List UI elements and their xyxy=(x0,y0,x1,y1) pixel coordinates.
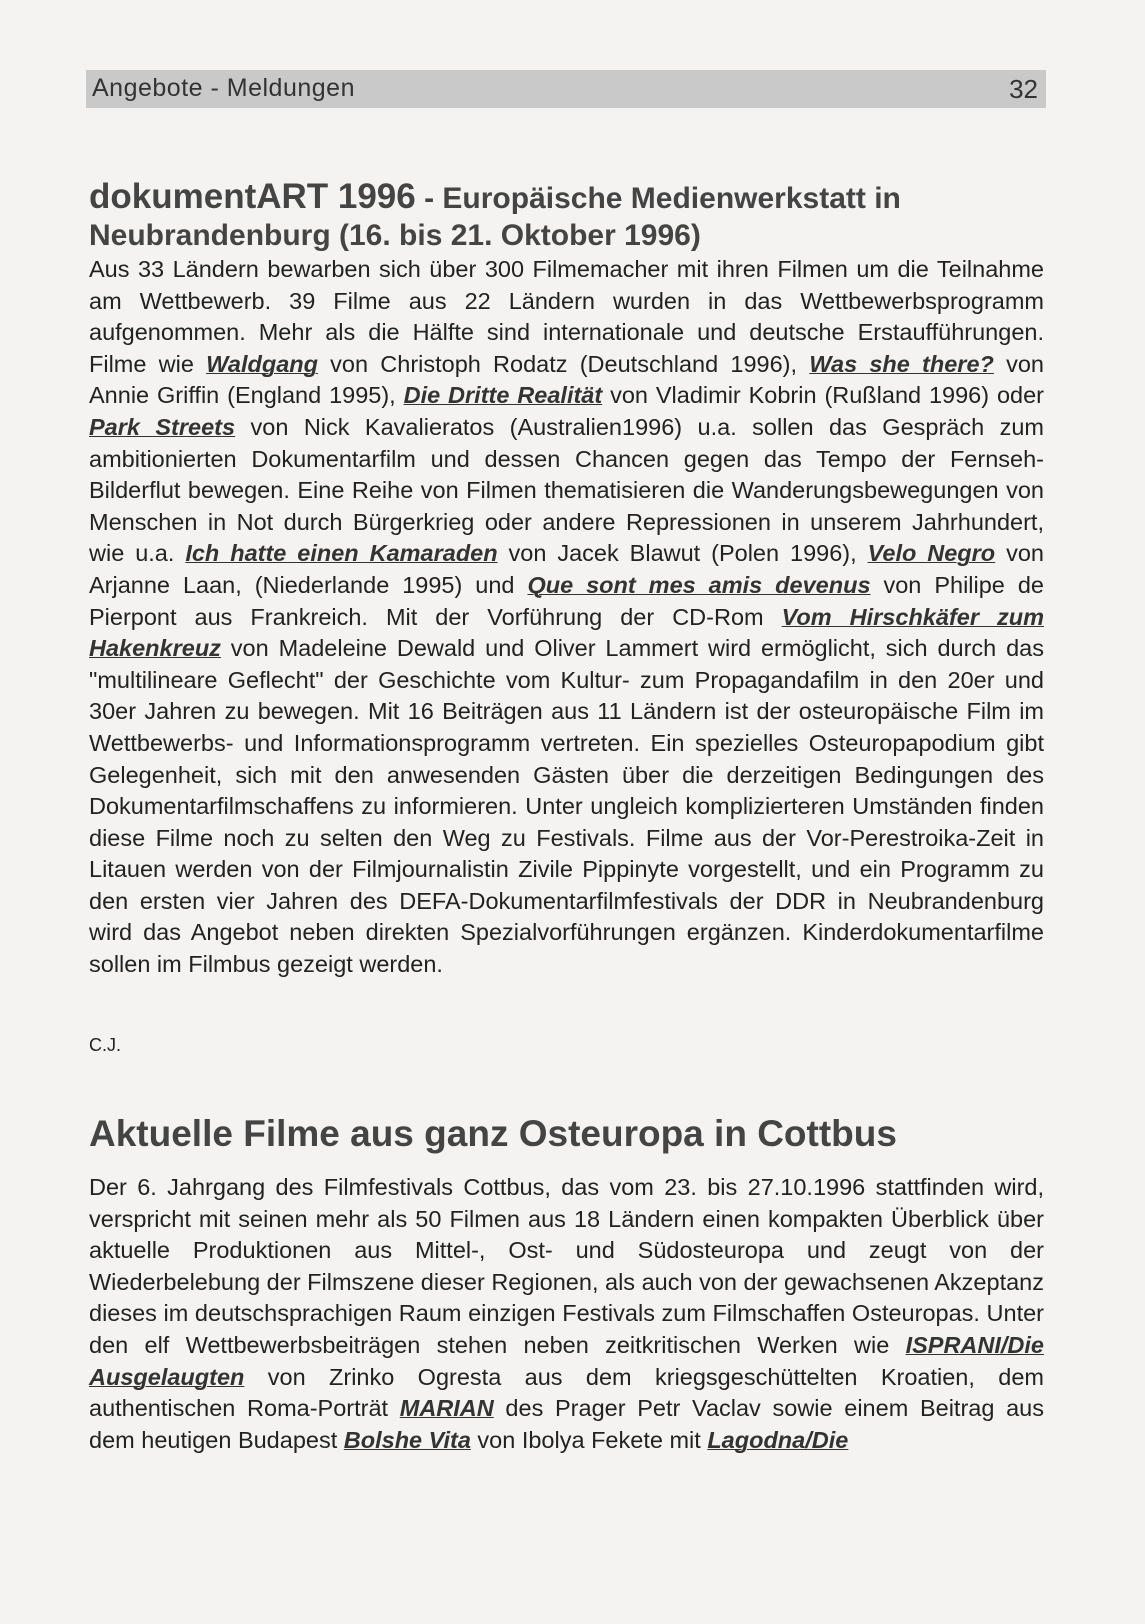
body-text-segment: von Jacek Blawut (Polen 1996), xyxy=(497,540,868,567)
section-title: Angebote - Meldungen xyxy=(92,74,355,102)
body-text-segment: Der 6. Jahrgang des Filmfestivals Cottbus, das vom 23. bis 27.10.1996 stattfinden wird, verspricht mit seinen mehr als 50 Filmen aus 18 Ländern einen kompakten Überblick über aktuelle Produktionen aus Mittel-, Ost- und Südosteuropa und zeugt von der Wiederbelebung der Filmszene dieser Regionen, als auch von der gewachsenen Akzeptanz dieses im deutschsprachigen Raum einzigen Festivals zum Filmschaffen Osteuropas. Unter den elf Wettbewerbsbeiträgen stehen neben zeitkritischen Werken wie xyxy=(89,1174,1044,1358)
article-title-rest: - Europäische Medienwerkstatt in xyxy=(415,182,901,215)
page-number: 32 xyxy=(1009,74,1038,104)
article-body xyxy=(89,254,1044,981)
film-title: Que sont mes amis devenus xyxy=(527,571,871,598)
film-title: Park Streets xyxy=(89,413,236,440)
body-text-segment: von Nick Kavalieratos (Australien1996) u.a. sollen das Gespräch zum ambitionierten Dokumentarfilm und dessen Chancen gegen das Tempo der Fernseh-Bilderflut bewegen. Eine Reihe von Filmen thematisieren die Wanderungsbewegungen von Menschen in Not durch Bürgerkrieg oder andere Repressionen in unserem Jahrhundert, wie u.a. xyxy=(89,413,1045,567)
body-text-segment: von Vladimir Kobrin (Rußland 1996) oder xyxy=(602,382,1044,409)
body-text-segment: von Annie Griffin (England 1995), xyxy=(89,350,1044,409)
film-title: Waldgang xyxy=(206,350,318,377)
film-title: Bolshe Vita xyxy=(343,1426,471,1453)
film-title: Vom Hirschkäfer zum Hakenkreuz xyxy=(89,603,1044,662)
body-text-segment: Aus 33 Ländern bewarben sich über 300 Filmemacher mit ihren Filmen um die Teilnahme am Wettbewerb. 39 Filme aus 22 Ländern wurden in das Wettbewerbsprogramm aufgenommen. Mehr als die Hälfte sind internationale und deutsche Erstaufführungen. Filme wie xyxy=(89,256,1044,377)
body-text-segment: des Prager Petr Vaclav sowie einem Beitrag aus dem heutigen Budapest xyxy=(89,1395,1044,1453)
body-text-segment: von Arjanne Laan, (Niederlande 1995) und xyxy=(89,540,1044,598)
film-title: Lagodna/Die xyxy=(707,1426,849,1453)
film-title: Die Dritte Realität xyxy=(403,382,603,409)
film-title: ISPRANI/Die Ausgelaugten xyxy=(89,1331,1044,1390)
film-title: Velo Negro xyxy=(867,540,996,567)
author-initials: C.J. xyxy=(89,1034,122,1055)
article-dokumentart xyxy=(89,178,1044,1056)
film-title: Ich hatte einen Kamaraden xyxy=(185,540,498,567)
section-header-bar xyxy=(86,70,1046,108)
body-text-segment: von Zrinko Ogresta aus dem kriegsgeschüttelten Kroatien, dem authentischen Roma-Porträt xyxy=(89,1363,1044,1422)
article-title xyxy=(89,178,1044,218)
article-title-main: dokumentART 1996 xyxy=(89,177,416,216)
body-text-segment: von Ibolya Fekete mit xyxy=(470,1426,708,1453)
film-title: Was she there? xyxy=(809,350,994,377)
article-title: Aktuelle Filme aus ganz Osteuropa in Cottbus xyxy=(89,1113,897,1154)
body-text-segment: von Christoph Rodatz (Deutschland 1996), xyxy=(317,350,810,377)
article-body xyxy=(89,1172,1044,1456)
article-title-line2: Neubrandenburg (16. bis 21. Oktober 1996) xyxy=(89,219,701,252)
body-text-segment: von Madeleine Dewald und Oliver Lammert wird ermöglicht, sich durch das "multilineare Geflecht" der Geschichte vom Kultur- zum Propagandafilm in den 20er und 30er Jahren zu bewegen. Mit 16 Beiträgen aus 11 Ländern ist der osteuropäische Film im Wettbewerbs- und Informationsprogramm vertreten. Ein spezielles Osteuropapodium gibt Gelegenheit, sich mit den anwesenden Gästen über die derzeitigen Bedingungen des Dokumentarfilmschaffens zu informieren. Unter ungleich komplizierteren Umständen finden diese Filme noch zu selten den Weg zu Festivals. Filme aus der Vor-Perestroika-Zeit in Litauen werden von der Filmjournalistin Zivile Pippinyte vorgestellt, und ein Programm zu den ersten vier Jahren des DEFA-Dokumentarfilmfestivals der DDR in Neubrandenburg wird das Angebot neben direkten Spezialvorführungen ergänzen. Kinderdokumentarfilme sollen im Filmbus gezeigt werden. xyxy=(89,635,1044,978)
article-cottbus xyxy=(89,1114,1044,1456)
body-text-segment: von Philipe de Pierpont aus Frankreich. Mit der Vorführung der CD-Rom xyxy=(89,571,1044,630)
film-title: MARIAN xyxy=(399,1395,494,1422)
